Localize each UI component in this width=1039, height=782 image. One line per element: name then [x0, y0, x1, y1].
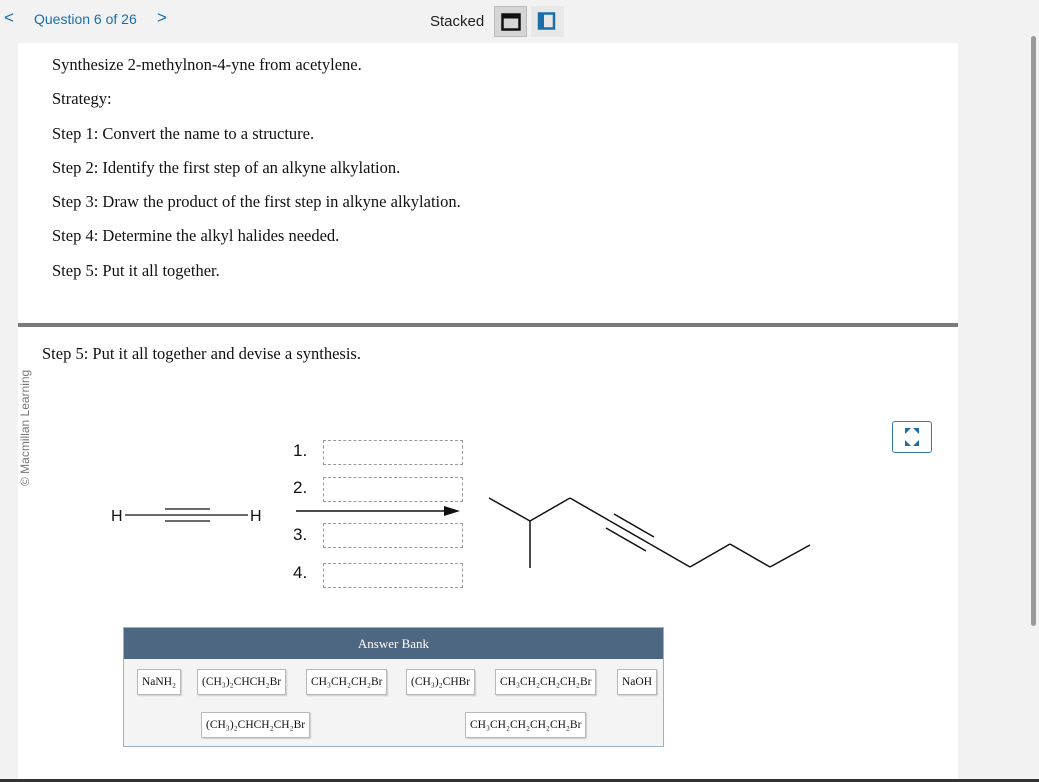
- answer-chip-nanh2[interactable]: NaNH₂: [137, 669, 181, 695]
- copyright-credit: © Macmillan Learning: [18, 369, 32, 486]
- answer-chip-naoh[interactable]: NaOH: [617, 669, 657, 695]
- task-prompt: Step 5: Put it all together and devise a synthesis.: [42, 344, 361, 363]
- strategy-step-1: Step 1: Convert the name to a structure.: [52, 123, 315, 143]
- step-number-2: 2.: [293, 478, 308, 497]
- answer-chip-isobutyl-bromide[interactable]: (CH₃)₂CHCH₂Br: [197, 669, 286, 695]
- view-mode-label: Stacked: [430, 13, 485, 30]
- answer-bank-header: Answer Bank: [124, 628, 663, 659]
- step-number-3: 3.: [293, 525, 308, 544]
- strategy-step-2: Step 2: Identify the first step of an alkyne alkylation.: [52, 157, 401, 177]
- answer-chip-isopentyl-bromide[interactable]: (CH₃)₂CHCH₂CH₂Br: [201, 712, 310, 738]
- arrow-head: [444, 506, 460, 516]
- answer-chip-isopropyl-bromide[interactable]: (CH₃)₂CHBr: [406, 669, 475, 695]
- step-number-1: 1.: [293, 441, 308, 460]
- question-counter[interactable]: Question 6 of 26: [34, 11, 137, 27]
- acetylene-left-h: H: [111, 508, 123, 525]
- answer-chip-butyl-bromide[interactable]: CH₃CH₂CH₂CH₂Br: [495, 669, 596, 695]
- reagent-drop-zone-4[interactable]: [323, 563, 463, 588]
- next-question-button[interactable]: >: [157, 8, 167, 27]
- strategy-step-3: Step 3: Draw the product of the first step in alkyne alkylation.: [52, 192, 461, 212]
- previous-question-button[interactable]: <: [4, 8, 14, 27]
- step-number-4: 4.: [293, 563, 308, 582]
- strategy-step-4: Step 4: Determine the alkyl halides needed.: [52, 226, 340, 246]
- strategy-step-5: Step 5: Put it all together.: [52, 260, 220, 280]
- acetylene-right-h: H: [250, 508, 262, 525]
- answer-chip-pentyl-bromide[interactable]: CH₃CH₂CH₂CH₂CH₂Br: [465, 712, 586, 738]
- answer-chip-propyl-bromide[interactable]: CH₃CH₂CH₂Br: [306, 669, 387, 695]
- question-title: Synthesize 2-methylnon-4-yne from acetylene.: [52, 55, 362, 74]
- reagent-drop-zone-3[interactable]: [323, 523, 463, 548]
- answer-bank: [123, 627, 664, 747]
- strategy-heading: Strategy:: [52, 89, 112, 109]
- expand-button[interactable]: [892, 421, 932, 453]
- product-structure: [489, 498, 810, 568]
- scrollbar[interactable]: [1031, 36, 1036, 626]
- expand-icon: [893, 422, 931, 452]
- reagent-drop-zone-1[interactable]: [323, 440, 463, 465]
- reagent-drop-zone-2[interactable]: [323, 477, 463, 502]
